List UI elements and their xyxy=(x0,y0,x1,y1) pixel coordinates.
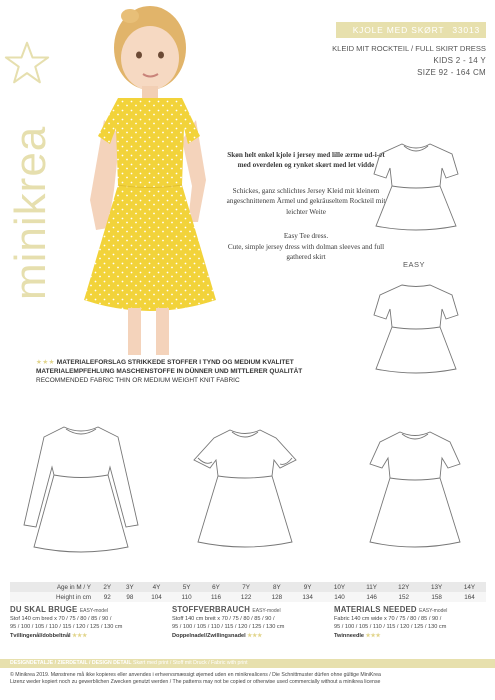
pattern-title: KJOLE MED SKØRT xyxy=(352,25,445,35)
copyright-footer: © Minikrea 2019. Mønstrene må ikke kopieres eller anvendes i erhvervsmæssigt øjemed uden en minikrealicens / Die Schnittmuster dürfen ohne gültige MiniKrea Lizenz weder kopiert noch zu gewerblichen Zwecken genutzt werden / The patterns may not be copied or otherwise used commercially without a minikrea license xyxy=(10,672,381,686)
description-english-title: Easy Tee dress. xyxy=(283,232,329,240)
sketch-long-sleeve xyxy=(14,415,149,555)
age-cell: 14Y xyxy=(453,582,486,592)
size-range: SIZE 92 - 164 CM xyxy=(417,68,486,77)
materials-danish: DU SKAL BRUGE EASY-model Stof 140 cm bred x 70 / 75 / 80 / 85 / 90 / 95 / 100 / 105 / 110 / 115 / 120 / 125 / 130 cm Tvillingenål/dobbeltnål ★★★ xyxy=(10,605,123,639)
sketch-short-sleeve-variant xyxy=(350,422,480,552)
age-cell: 12Y xyxy=(387,582,420,592)
age-cell: 8Y xyxy=(261,582,292,592)
size-table xyxy=(10,582,486,602)
rating-stars-icon: ★★★ xyxy=(36,359,55,366)
rating-stars-icon: ★★★ xyxy=(72,632,88,639)
pattern-number: 33013 xyxy=(452,25,480,35)
sketch-back-short-sleeve xyxy=(366,275,466,375)
height-cell: 122 xyxy=(231,592,262,602)
materials-english: MATERIALS NEEDED EASY-model Fabric 140 cm wide x 70 / 75 / 80 / 85 / 90 / 95 / 100 / 105 / 110 / 115 / 120 / 125 / 130 cm Twinneedle ★★★ xyxy=(334,605,448,639)
fabric-english: RECOMMENDED FABRIC THIN OR MEDIUM WEIGHT KNIT FABRIC xyxy=(36,377,240,384)
age-cell: 7Y xyxy=(231,582,262,592)
height-cell: 104 xyxy=(141,592,172,602)
height-cell: 134 xyxy=(292,592,323,602)
kids-range: KIDS 2 - 14 Y xyxy=(433,56,486,65)
model-photo xyxy=(48,0,228,355)
description-german: Schickes, ganz schlichtes Jersey Kleid mit kleinem angeschnittenem Ärmel und gekräuseltem Rockteil mit leichter Weite xyxy=(226,187,386,216)
age-row xyxy=(10,582,486,592)
materials-german: STOFFVERBRAUCH EASY-model Stoff 140 cm breit x 70 / 75 / 80 / 85 / 90 / 95 / 100 / 105 / 110 / 115 / 120 / 125 / 130 cm Doppelnadel/Zwillingsnadel ★★★ xyxy=(172,605,285,639)
age-cell: 2Y xyxy=(96,582,119,592)
height-cell: 128 xyxy=(261,592,292,602)
age-cell: 10Y xyxy=(323,582,356,592)
height-cell: 158 xyxy=(420,592,453,602)
height-cell: 98 xyxy=(119,592,142,602)
height-cell: 92 xyxy=(96,592,119,602)
fabric-danish: ★★★ MATERIALEFORSLAG STRIKKEDE STOFFER I TYND OG MEDIUM KVALITET xyxy=(36,359,294,366)
easy-label: EASY xyxy=(403,260,426,269)
age-cell: 3Y xyxy=(119,582,142,592)
age-cell: 9Y xyxy=(292,582,323,592)
age-cell: 13Y xyxy=(420,582,453,592)
rating-stars-icon: ★★★ xyxy=(247,632,263,639)
height-cell: 164 xyxy=(453,592,486,602)
age-cell: 5Y xyxy=(172,582,201,592)
height-cell: 152 xyxy=(387,592,420,602)
height-cell: 146 xyxy=(356,592,387,602)
height-cell: 116 xyxy=(201,592,230,602)
pattern-subtitle: KLEID MIT ROCKTEIL / FULL SKIRT DRESS xyxy=(332,44,486,53)
design-detail-band: DESIGNDETALJE / ZIERDETAIL / DESIGN DETAIL Skørt med print / Stoff mit Druck / Fabric with print xyxy=(0,659,495,668)
description-danish: Skøn helt enkel kjole i jersey med lille ærme ud-i-et med overdelen og rynket skørt med let vidde xyxy=(227,151,385,170)
age-cell: 11Y xyxy=(356,582,387,592)
height-row xyxy=(10,592,486,602)
height-cell: 140 xyxy=(323,592,356,602)
height-row-label: Height in cm xyxy=(10,592,96,602)
title-band xyxy=(336,22,486,38)
age-row-label: Age in M / Y xyxy=(10,582,96,592)
sketch-flutter-sleeve xyxy=(180,420,310,550)
height-cell: 110 xyxy=(172,592,201,602)
sketch-front-short-sleeve xyxy=(366,132,466,232)
fabric-german: MATERIALEMPFEHLUNG MASCHENSTOFFE IN DÜNNER UND MITTLERER QUALITÄT xyxy=(36,368,303,375)
age-cell: 4Y xyxy=(141,582,172,592)
brand-logo: minikrea xyxy=(6,125,55,300)
description-english: Cute, simple jersey dress with dolman sleeves and full gathered skirt xyxy=(227,243,385,262)
age-cell: 6Y xyxy=(201,582,230,592)
rating-stars-icon: ★★★ xyxy=(365,632,381,639)
